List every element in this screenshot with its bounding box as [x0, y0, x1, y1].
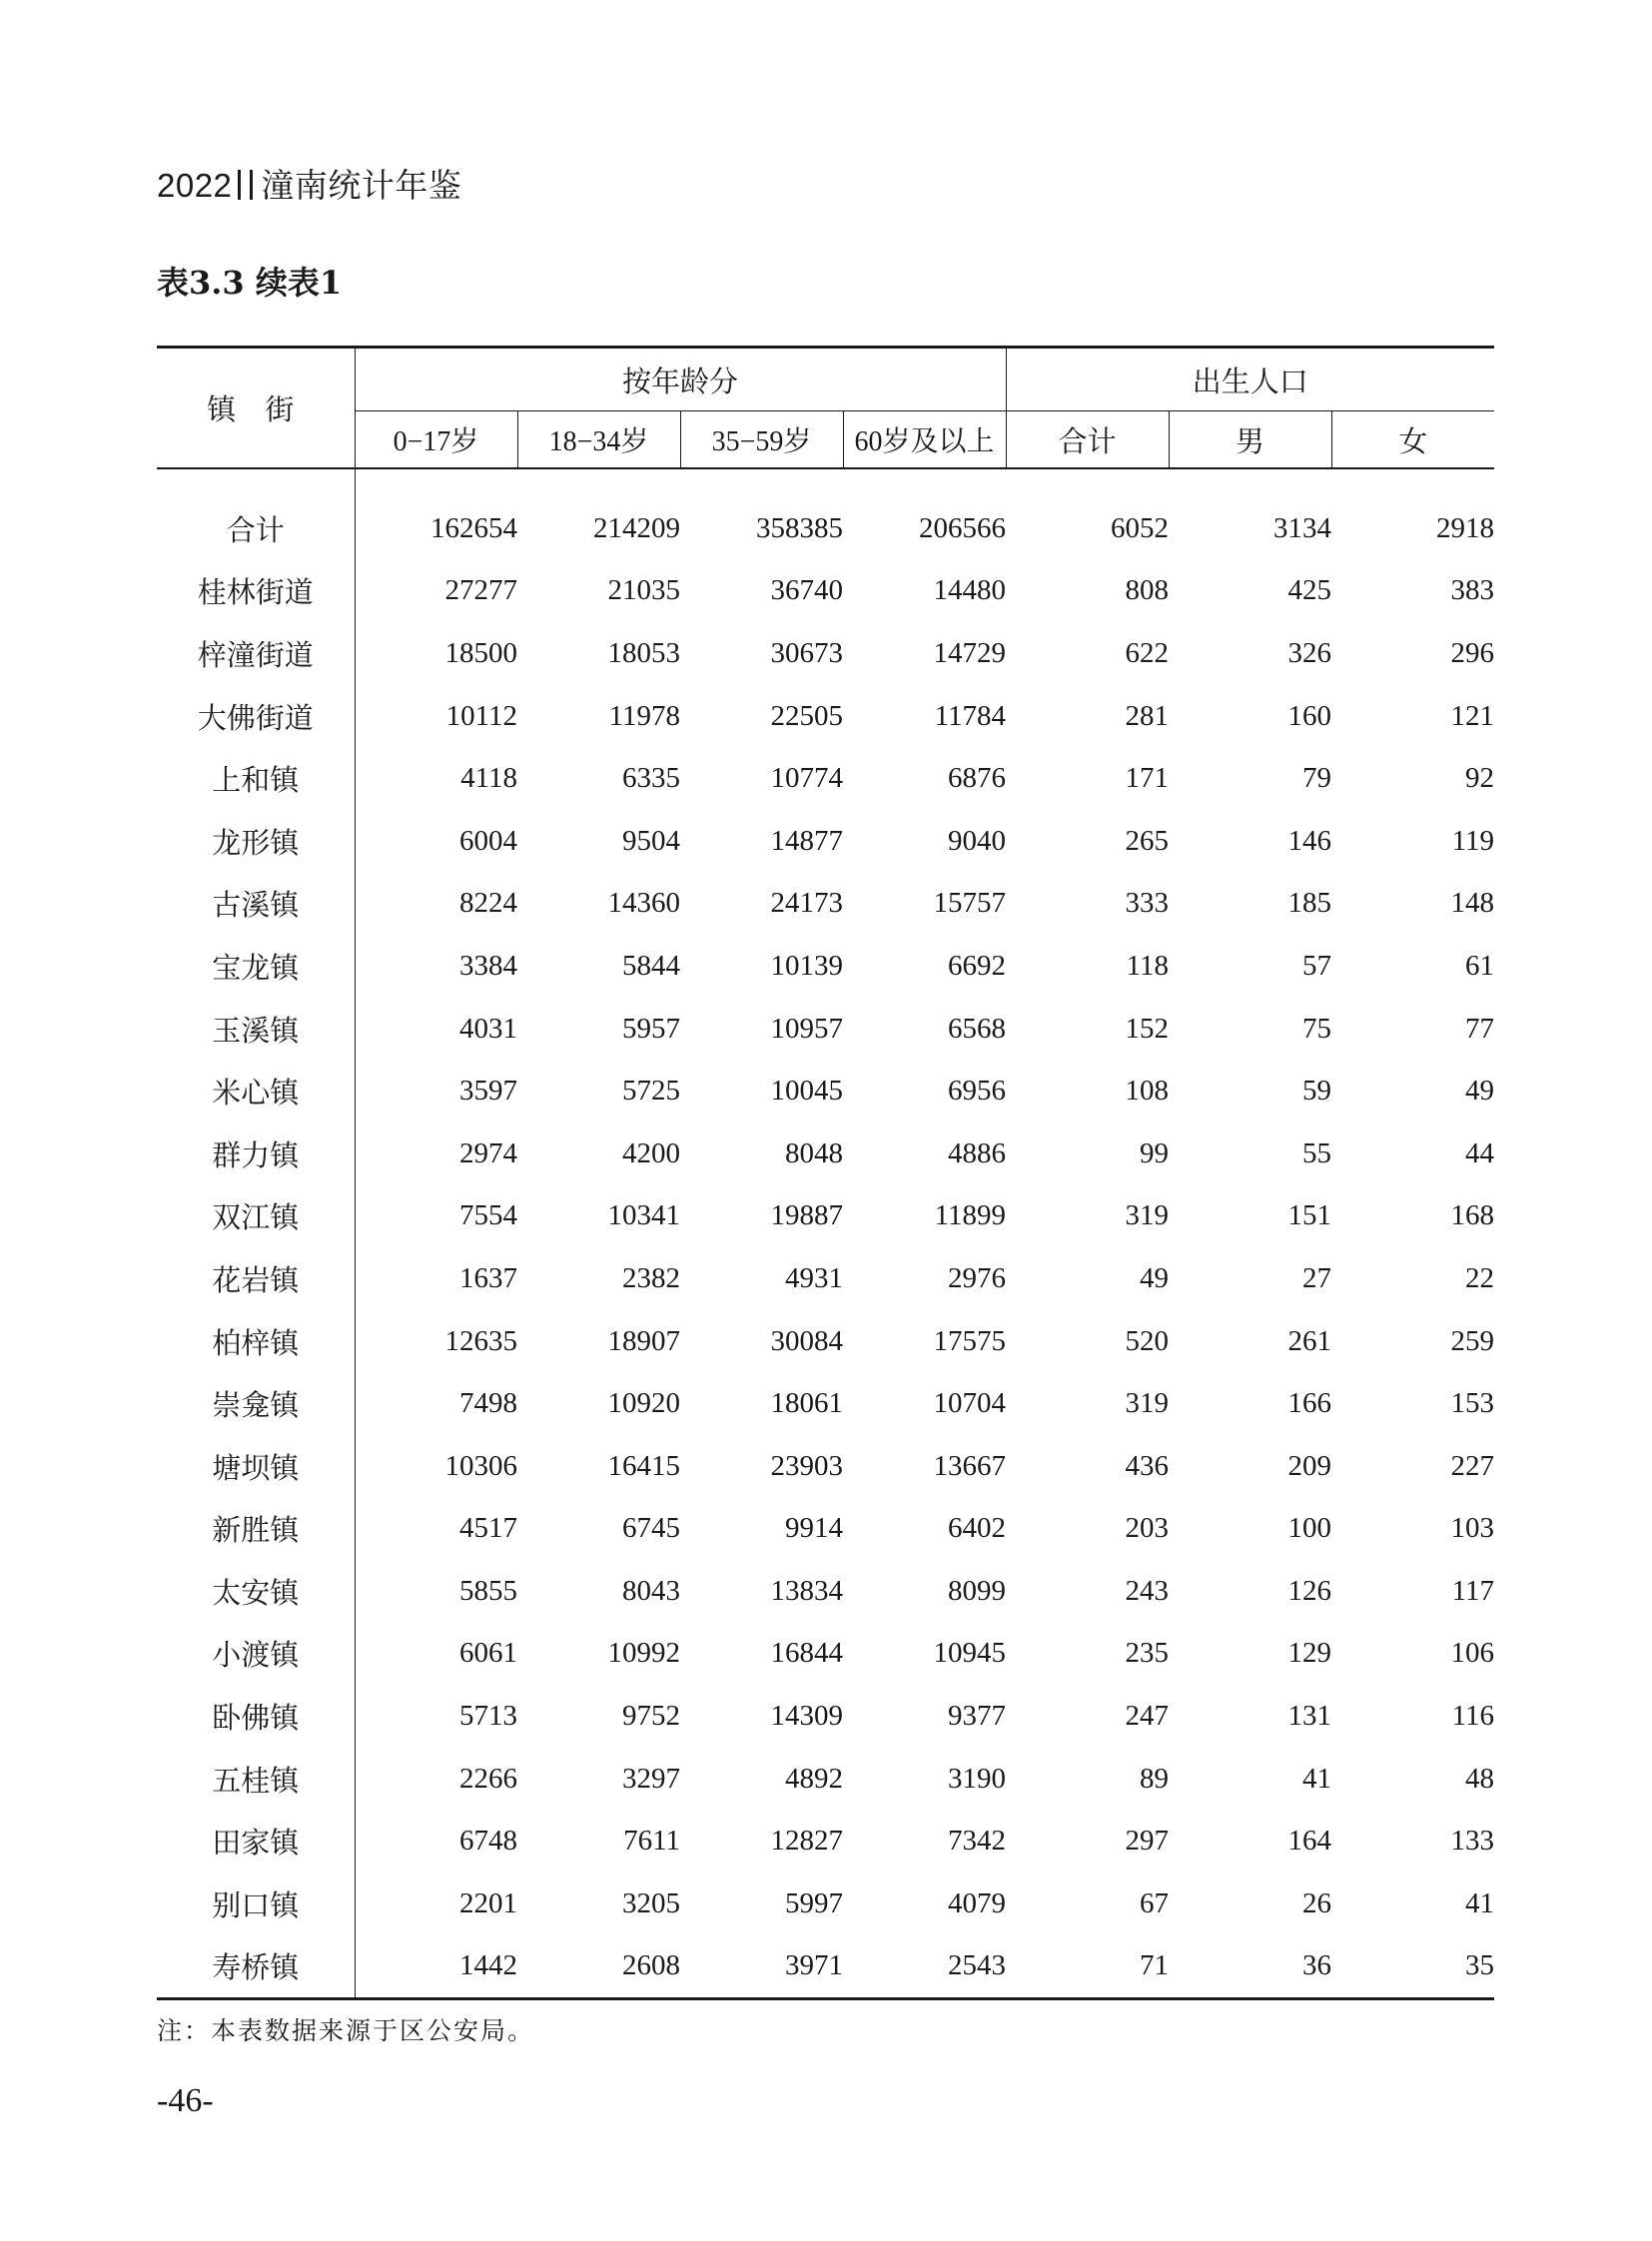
cell-age-0-17: 12635 — [444, 1324, 517, 1357]
cell-birth-total: 319 — [1125, 1199, 1170, 1232]
cell-age-60-plus: 6402 — [948, 1512, 1007, 1545]
age-group-header: 按年龄分 — [355, 348, 1006, 411]
cell-age-0-17: 3597 — [459, 1075, 517, 1108]
cell-age-35-59: 8048 — [785, 1136, 843, 1169]
cell-age-0-17: 5713 — [459, 1700, 517, 1733]
cell-birth-male: 166 — [1287, 1387, 1332, 1420]
cell-birth-total: 99 — [1140, 1136, 1170, 1169]
row-town-name: 大佛街道 — [157, 685, 355, 748]
cell-birth-male: 425 — [1287, 574, 1332, 607]
cell-age-35-59: 5997 — [785, 1886, 843, 1919]
row-town-name: 柏梓镇 — [157, 1310, 355, 1373]
cell-age-18-34: 10992 — [607, 1637, 680, 1670]
cell-age-0-17: 8224 — [459, 887, 517, 920]
cell-age-0-17: 6061 — [459, 1637, 517, 1670]
row-town-name: 卧佛镇 — [157, 1685, 355, 1748]
col-header-age-18-34 — [517, 411, 680, 469]
cell-age-60-plus: 4886 — [948, 1136, 1007, 1169]
cell-birth-female: 121 — [1450, 699, 1495, 732]
cell-age-60-plus: 15757 — [933, 887, 1007, 920]
cell-age-60-plus: 3190 — [948, 1762, 1007, 1795]
cell-age-18-34: 3205 — [622, 1886, 680, 1919]
table-row — [157, 1498, 1494, 1561]
cell-age-18-34: 2382 — [622, 1261, 680, 1294]
table-row — [157, 935, 1494, 998]
table-row — [157, 873, 1494, 936]
table-row — [157, 1310, 1494, 1373]
cell-birth-total: 265 — [1125, 824, 1170, 857]
cell-birth-male: 326 — [1287, 636, 1332, 669]
stub-header — [157, 348, 355, 469]
cell-age-18-34: 9752 — [622, 1700, 680, 1733]
yearbook-title: 潼南统计年鉴 — [261, 166, 462, 205]
cell-birth-female: 44 — [1465, 1136, 1495, 1169]
cell-birth-total: 49 — [1140, 1261, 1170, 1294]
table-note: 注：本表数据来源于区公安局。 — [157, 2016, 535, 2045]
cell-birth-female: 119 — [1451, 824, 1495, 857]
cell-age-18-34: 6745 — [622, 1512, 680, 1545]
table-title: 表3.3 续表1 — [157, 264, 343, 302]
cell-birth-male: 79 — [1302, 762, 1332, 795]
cell-birth-total: 808 — [1125, 574, 1170, 607]
cell-age-35-59: 19887 — [770, 1199, 843, 1232]
table-row — [157, 1372, 1494, 1435]
cell-birth-total: 243 — [1125, 1574, 1170, 1607]
cell-birth-female: 106 — [1450, 1637, 1495, 1670]
cell-birth-male: 59 — [1302, 1075, 1332, 1108]
cell-birth-total: 108 — [1125, 1075, 1170, 1108]
row-town-name: 寿桥镇 — [157, 1935, 355, 1999]
col-header-age-60-plus — [843, 411, 1006, 469]
cell-birth-female: 116 — [1451, 1700, 1495, 1733]
cell-age-35-59: 4892 — [785, 1762, 843, 1795]
table-row — [157, 998, 1494, 1061]
cell-age-60-plus: 2976 — [948, 1261, 1007, 1294]
cell-birth-female: 61 — [1465, 949, 1495, 982]
cell-birth-total: 89 — [1140, 1762, 1170, 1795]
cell-birth-total: 152 — [1125, 1012, 1170, 1045]
cell-birth-female: 22 — [1465, 1261, 1495, 1294]
table-row — [157, 1060, 1494, 1122]
cell-age-18-34: 4200 — [622, 1136, 680, 1169]
page-number: -46- — [157, 2082, 214, 2119]
cell-age-35-59: 36740 — [770, 574, 843, 607]
cell-birth-total: 622 — [1125, 636, 1170, 669]
cell-age-35-59: 14877 — [770, 824, 843, 857]
row-town-name: 别口镇 — [157, 1872, 355, 1935]
row-town-name: 龙形镇 — [157, 810, 355, 873]
cell-age-0-17: 4517 — [459, 1512, 517, 1545]
row-town-name: 米心镇 — [157, 1060, 355, 1122]
cell-age-18-34: 7611 — [623, 1825, 680, 1858]
population-by-town-table — [157, 346, 1494, 2000]
cell-age-35-59: 22505 — [770, 699, 843, 732]
cell-age-0-17: 2201 — [459, 1886, 517, 1919]
cell-age-0-17: 18500 — [444, 636, 517, 669]
stub-header-label: 镇 街 — [207, 392, 305, 426]
cell-age-18-34: 8043 — [622, 1574, 680, 1607]
cell-birth-female: 41 — [1465, 1886, 1495, 1919]
cell-age-35-59: 24173 — [770, 887, 843, 920]
cell-birth-female: 296 — [1450, 636, 1495, 669]
cell-age-0-17: 6748 — [459, 1825, 517, 1858]
table-row — [157, 1560, 1494, 1623]
row-town-name: 崇龛镇 — [157, 1372, 355, 1435]
cell-birth-male: 100 — [1287, 1512, 1332, 1545]
birth-group-header: 出生人口 — [1006, 348, 1494, 411]
table-row — [157, 1435, 1494, 1498]
row-town-name: 田家镇 — [157, 1810, 355, 1872]
cell-birth-male: 164 — [1287, 1825, 1332, 1858]
col-header-birth-male: 男 — [1169, 411, 1331, 469]
cell-age-35-59: 12827 — [770, 1825, 843, 1858]
cell-birth-female: 103 — [1450, 1512, 1495, 1545]
cell-birth-female: 92 — [1465, 762, 1495, 795]
cell-age-60-plus: 6956 — [948, 1075, 1007, 1108]
cell-age-0-17: 5855 — [459, 1574, 517, 1607]
cell-age-60-plus: 13667 — [933, 1449, 1007, 1482]
cell-birth-female: 2918 — [1436, 511, 1495, 544]
cell-age-35-59: 14309 — [770, 1700, 843, 1733]
cell-birth-male: 41 — [1302, 1762, 1332, 1795]
cell-age-60-plus: 4079 — [948, 1886, 1007, 1919]
col-label-age-35-59: 35−59岁 — [711, 426, 812, 457]
table-row — [157, 1122, 1494, 1185]
table-row — [157, 810, 1494, 873]
table-row — [157, 1247, 1494, 1310]
row-town-name: 古溪镇 — [157, 873, 355, 936]
cell-birth-total: 67 — [1140, 1886, 1170, 1919]
cell-birth-female: 133 — [1450, 1825, 1495, 1858]
cell-age-0-17: 3384 — [459, 949, 517, 982]
cell-birth-male: 129 — [1287, 1637, 1332, 1670]
cell-age-0-17: 162654 — [430, 511, 517, 544]
cell-age-60-plus: 14729 — [933, 636, 1007, 669]
cell-age-35-59: 10774 — [770, 762, 843, 795]
statistics-table-container — [157, 346, 1494, 2000]
cell-birth-female: 168 — [1450, 1199, 1495, 1232]
table-row — [157, 1623, 1494, 1686]
row-town-name: 合计 — [157, 468, 355, 560]
cell-age-35-59: 18061 — [770, 1387, 843, 1420]
cell-birth-male: 27 — [1302, 1261, 1332, 1294]
cell-age-60-plus: 6692 — [948, 949, 1007, 982]
cell-age-35-59: 30673 — [770, 636, 843, 669]
cell-birth-female: 148 — [1450, 887, 1495, 920]
row-town-name: 五桂镇 — [157, 1748, 355, 1811]
cell-birth-male: 75 — [1302, 1012, 1332, 1045]
cell-birth-total: 319 — [1125, 1387, 1170, 1420]
cell-age-35-59: 13834 — [770, 1574, 843, 1607]
cell-age-60-plus: 8099 — [948, 1574, 1007, 1607]
cell-age-60-plus: 6568 — [948, 1012, 1007, 1045]
table-row — [157, 1935, 1494, 1999]
cell-age-18-34: 14360 — [607, 887, 680, 920]
row-town-name: 桂林街道 — [157, 560, 355, 623]
cell-age-60-plus: 9040 — [948, 824, 1007, 857]
cell-birth-female: 49 — [1465, 1075, 1495, 1108]
cell-birth-total: 235 — [1125, 1637, 1170, 1670]
cell-birth-male: 126 — [1287, 1574, 1332, 1607]
cell-birth-male: 3134 — [1273, 511, 1332, 544]
cell-age-18-34: 2608 — [517, 1935, 680, 1999]
table-row — [157, 685, 1494, 748]
row-town-name: 花岩镇 — [157, 1247, 355, 1310]
cell-age-60-plus: 10704 — [933, 1387, 1007, 1420]
cell-age-0-17: 10112 — [445, 699, 517, 732]
cell-age-0-17: 4031 — [459, 1012, 517, 1045]
cell-age-0-17: 27277 — [444, 574, 517, 607]
cell-age-0-17: 10306 — [444, 1449, 517, 1482]
cell-age-0-17: 1637 — [459, 1261, 517, 1294]
cell-birth-female: 383 — [1450, 574, 1495, 607]
cell-age-60-plus: 11899 — [934, 1199, 1007, 1232]
cell-age-35-59: 23903 — [770, 1449, 843, 1482]
cell-age-18-34: 10341 — [607, 1199, 680, 1232]
row-town-name: 塘坝镇 — [157, 1435, 355, 1498]
table-row — [157, 1810, 1494, 1872]
row-town-name: 小渡镇 — [157, 1623, 355, 1686]
cell-age-35-59: 10139 — [770, 949, 843, 982]
cell-age-0-17: 4118 — [460, 762, 517, 795]
cell-age-35-59: 10957 — [770, 1012, 843, 1045]
col-label-age-18-34: 18−34岁 — [548, 426, 649, 457]
cell-age-18-34: 18907 — [607, 1324, 680, 1357]
cell-birth-female: 227 — [1450, 1449, 1495, 1482]
cell-age-60-plus: 206566 — [919, 511, 1007, 544]
row-town-name: 太安镇 — [157, 1560, 355, 1623]
cell-age-60-plus: 14480 — [933, 574, 1007, 607]
cell-birth-female: 48 — [1465, 1762, 1495, 1795]
col-header-birth-female: 女 — [1331, 411, 1494, 469]
cell-age-60-plus: 6876 — [948, 762, 1007, 795]
cell-age-18-34: 5957 — [622, 1012, 680, 1045]
cell-birth-male: 26 — [1302, 1886, 1332, 1919]
row-town-name: 宝龙镇 — [157, 935, 355, 998]
cell-age-60-plus: 9377 — [948, 1700, 1007, 1733]
col-header-birth-total: 合计 — [1006, 411, 1169, 469]
cell-birth-total: 171 — [1125, 762, 1170, 795]
cell-age-60-plus: 7342 — [948, 1825, 1007, 1858]
cell-birth-total: 71 — [1006, 1935, 1169, 1999]
cell-age-18-34: 9504 — [622, 824, 680, 857]
cell-birth-total: 203 — [1125, 1512, 1170, 1545]
cell-birth-total: 333 — [1125, 887, 1170, 920]
cell-birth-female: 153 — [1450, 1387, 1495, 1420]
cell-age-18-34: 5844 — [622, 949, 680, 982]
row-town-name: 玉溪镇 — [157, 998, 355, 1061]
cell-birth-male: 146 — [1287, 824, 1332, 857]
table-row — [157, 560, 1494, 623]
cell-birth-male: 55 — [1302, 1136, 1332, 1169]
cell-age-60-plus: 11784 — [934, 699, 1007, 732]
cell-age-0-17: 6004 — [459, 824, 517, 857]
table-body — [157, 468, 1494, 1999]
cell-age-0-17: 1442 — [355, 1935, 517, 1999]
table-row — [157, 747, 1494, 810]
row-town-name: 双江镇 — [157, 1185, 355, 1248]
cell-birth-male: 36 — [1169, 1935, 1331, 1999]
cell-birth-female: 259 — [1450, 1324, 1495, 1357]
cell-age-18-34: 6335 — [622, 762, 680, 795]
cell-age-35-59: 4931 — [785, 1261, 843, 1294]
table-row — [157, 622, 1494, 685]
cell-birth-total: 281 — [1125, 699, 1170, 732]
col-label-age-0-17: 0−17岁 — [393, 426, 479, 457]
col-label-age-60-plus: 60岁及以上 — [854, 426, 995, 457]
cell-birth-total: 297 — [1125, 1825, 1170, 1858]
row-town-name: 群力镇 — [157, 1122, 355, 1185]
cell-age-35-59: 10045 — [770, 1075, 843, 1108]
cell-age-0-17: 7498 — [459, 1387, 517, 1420]
cell-age-35-59: 9914 — [785, 1512, 843, 1545]
cell-age-18-34: 11978 — [608, 699, 680, 732]
row-town-name: 上和镇 — [157, 747, 355, 810]
cell-age-0-17: 2266 — [459, 1762, 517, 1795]
col-header-age-35-59 — [680, 411, 843, 469]
cell-birth-male: 57 — [1302, 949, 1332, 982]
running-header — [157, 160, 461, 207]
cell-birth-male: 160 — [1287, 699, 1332, 732]
cell-age-18-34: 214209 — [593, 511, 680, 544]
table-row — [157, 1872, 1494, 1935]
cell-birth-female: 77 — [1465, 1012, 1495, 1045]
cell-birth-total: 520 — [1125, 1324, 1170, 1357]
yearbook-year: 2022 — [157, 167, 233, 204]
cell-age-60-plus: 10945 — [933, 1637, 1007, 1670]
table-row — [157, 1748, 1494, 1811]
cell-birth-male: 209 — [1287, 1449, 1332, 1482]
cell-birth-female: 35 — [1331, 1935, 1494, 1999]
cell-age-18-34: 21035 — [607, 574, 680, 607]
cell-birth-male: 131 — [1287, 1700, 1332, 1733]
cell-age-18-34: 3297 — [622, 1762, 680, 1795]
col-header-age-0-17 — [355, 411, 517, 469]
cell-birth-total: 118 — [1126, 949, 1170, 982]
cell-age-35-59: 16844 — [770, 1637, 843, 1670]
cell-age-0-17: 7554 — [459, 1199, 517, 1232]
row-town-name: 新胜镇 — [157, 1498, 355, 1561]
table-row — [157, 468, 1494, 560]
cell-age-18-34: 10920 — [607, 1387, 680, 1420]
header-separator — [238, 170, 253, 200]
cell-age-60-plus: 2543 — [843, 1935, 1006, 1999]
cell-age-35-59: 358385 — [756, 511, 843, 544]
cell-age-18-34: 5725 — [622, 1075, 680, 1108]
cell-age-18-34: 18053 — [607, 636, 680, 669]
cell-birth-male: 185 — [1287, 887, 1332, 920]
cell-birth-female: 117 — [1451, 1574, 1495, 1607]
cell-age-18-34: 16415 — [607, 1449, 680, 1482]
cell-age-60-plus: 17575 — [933, 1324, 1007, 1357]
cell-age-35-59: 30084 — [770, 1324, 843, 1357]
cell-birth-total: 436 — [1125, 1449, 1170, 1482]
table-row — [157, 1185, 1494, 1248]
row-town-name: 梓潼街道 — [157, 622, 355, 685]
cell-birth-male: 151 — [1287, 1199, 1332, 1232]
table-row — [157, 1685, 1494, 1748]
cell-birth-total: 247 — [1125, 1700, 1170, 1733]
cell-birth-male: 261 — [1287, 1324, 1332, 1357]
cell-birth-total: 6052 — [1111, 511, 1170, 544]
cell-age-35-59: 3971 — [680, 1935, 843, 1999]
cell-age-0-17: 2974 — [459, 1136, 517, 1169]
